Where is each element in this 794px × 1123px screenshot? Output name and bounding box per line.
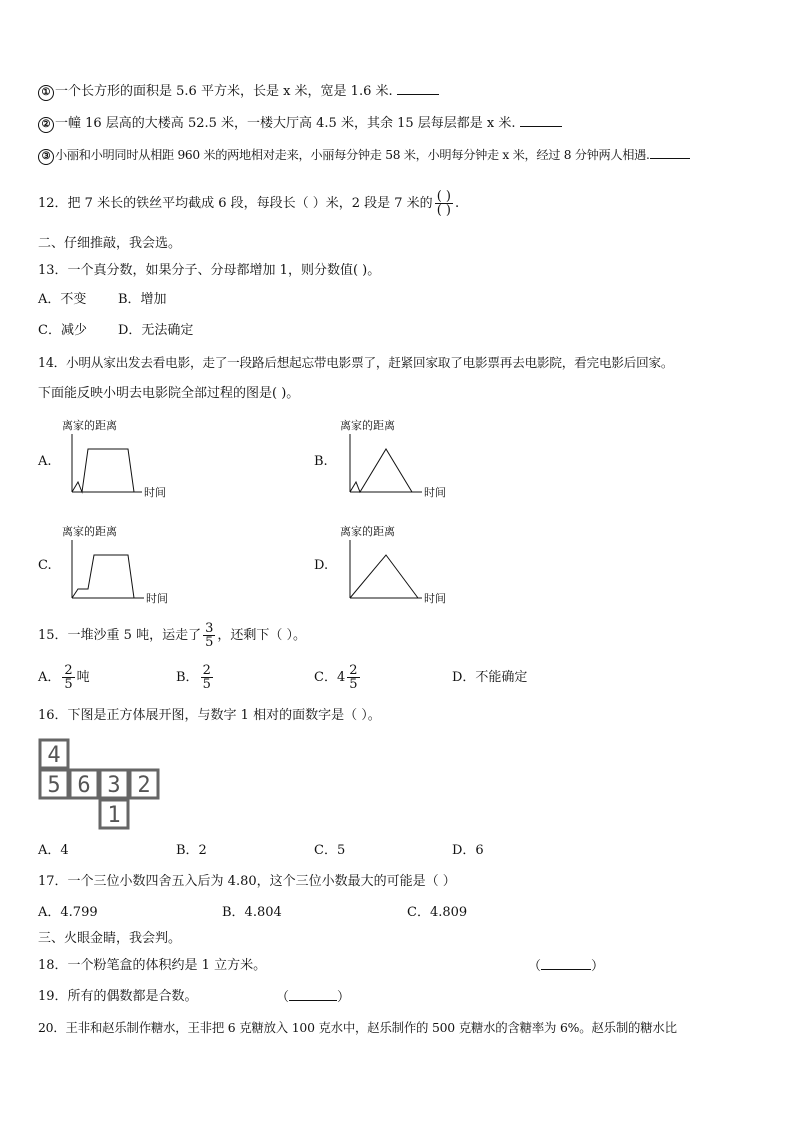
- q15-text-part-1: 15．一堆沙重 5 吨，运走了: [38, 628, 202, 643]
- q13-option-b[interactable]: B．增加: [118, 292, 167, 307]
- q20-text: 20．王非和赵乐制作糖水，王非把 6 克糖放入 100 克水中，赵乐制作的 500 克糖水的含糖率为 6%。赵乐制的糖水比: [38, 1020, 677, 1035]
- fraction-three-fifths: $\frac{3}{5}$: [205, 621, 214, 650]
- q11-item-1: [38, 82, 439, 101]
- graph-d-xlabel: 时间: [424, 592, 446, 605]
- q11-item-1-text: 一个长方形的面积是 5.6 平方米，长是 x 米，宽是 1.6 米.: [55, 84, 393, 99]
- section-3-heading: 三、火眼金睛，我会判。: [38, 931, 182, 946]
- graph-b[interactable]: [338, 416, 458, 500]
- cube-face-3: 3: [107, 773, 121, 798]
- q15-text-part-2: ，还剩下（ ）。: [217, 628, 306, 643]
- q11-item-2-text: 一幢 16 层高的大楼高 52.5 米，一楼大厅高 4.5 米，其余 15 层每层都是 x 米.: [55, 116, 516, 131]
- graph-c[interactable]: [60, 522, 180, 606]
- q19-text: 19．所有的偶数都是合数。: [38, 989, 198, 1004]
- q15-option-d[interactable]: D．不能确定: [452, 670, 528, 685]
- q17-option-b[interactable]: B．4.804: [222, 905, 282, 920]
- item-number: ①: [38, 85, 54, 101]
- answer-blank[interactable]: [397, 82, 439, 95]
- q14-option-d-label[interactable]: D.: [314, 558, 329, 573]
- q14-option-a-label[interactable]: A.: [38, 454, 52, 469]
- q17-option-a[interactable]: A．4.799: [38, 905, 98, 920]
- q17-option-c[interactable]: C．4.809: [407, 905, 468, 920]
- q15-text: [38, 622, 306, 650]
- item-number: ②: [38, 117, 54, 133]
- graph-c-line: [72, 555, 134, 598]
- cube-face-4: 4: [47, 743, 61, 768]
- cube-face-5: 5: [47, 773, 61, 798]
- q18-text: 18．一个粉笔盒的体积约是 1 立方米。: [38, 958, 267, 973]
- q16-text: 16．下图是正方体展开图，与数字 1 相对的面数字是（ ）。: [38, 708, 381, 723]
- graph-d[interactable]: [338, 522, 462, 608]
- graph-c-ylabel: 离家的距离: [62, 525, 117, 538]
- q11-item-2: [38, 114, 562, 133]
- graph-d-ylabel: 离家的距离: [340, 525, 395, 538]
- graph-a-ylabel: 离家的距离: [62, 419, 117, 432]
- graph-c-xlabel: 时间: [146, 592, 168, 605]
- cube-face-6: 6: [77, 773, 91, 798]
- q16-option-b[interactable]: B．2: [176, 843, 207, 858]
- q14-text-line-1: 14．小明从家出发去看电影，走了一段路后想起忘带电影票了，赶紧回家取了电影票再去电影院，看完电影后回家。: [38, 355, 674, 370]
- cube-face-1: 1: [107, 803, 121, 828]
- graph-d-line: [350, 555, 418, 598]
- graph-b-xlabel: 时间: [424, 486, 446, 499]
- fraction-blank[interactable]: $\frac{( )}{( )}$: [436, 189, 451, 218]
- section-2-heading: 二、仔细推敲，我会选。: [38, 236, 182, 251]
- q14-text-line-2: 下面能反映小明去电影院全部过程的图是( )。: [38, 386, 300, 401]
- q13-option-a[interactable]: A．不变: [38, 292, 87, 307]
- q13-option-d[interactable]: D．无法确定: [118, 323, 194, 338]
- q15-option-c[interactable]: C．4 $\frac{2}{5}$: [314, 663, 358, 692]
- graph-a-line: [72, 449, 134, 492]
- q18-answer-box[interactable]: （ ）: [528, 959, 605, 974]
- q15-option-b[interactable]: B． $\frac{2}{5}$: [176, 663, 211, 692]
- q12: [38, 190, 459, 217]
- q16-option-a[interactable]: A．4: [38, 843, 69, 858]
- q14-option-c-label[interactable]: C.: [38, 558, 52, 573]
- q15-option-a[interactable]: A． $\frac{2}{5}$ 吨: [38, 663, 90, 692]
- answer-blank[interactable]: [520, 114, 562, 127]
- q16-option-d[interactable]: D．6: [452, 843, 484, 858]
- q11-item-3-text: 小丽和小明同时从相距 960 米的两地相对走来，小丽每分钟走 58 米，小明每分钟走 x 米，经过 8 分钟两人相遇.: [55, 148, 650, 162]
- q12-text: 12．把 7 米长的铁丝平均截成 6 段，每段长（ ）米，2 段是 7 米的: [38, 196, 433, 211]
- q19-answer-box[interactable]: （ ）: [276, 990, 351, 1005]
- answer-blank[interactable]: [650, 146, 690, 159]
- q13-option-c[interactable]: C．减少: [38, 323, 87, 338]
- q11-item-3: [38, 146, 690, 165]
- q13-text: 13．一个真分数，如果分子、分母都增加 1，则分数值( )。: [38, 263, 381, 278]
- cube-net-figure: [38, 738, 160, 834]
- q12-period: .: [454, 196, 460, 211]
- graph-b-ylabel: 离家的距离: [340, 419, 395, 432]
- graph-a-xlabel: 时间: [144, 486, 166, 499]
- q16-option-c[interactable]: C．5: [314, 843, 346, 858]
- cube-face-2: 2: [137, 773, 151, 798]
- graph-a[interactable]: [60, 416, 180, 500]
- graph-b-line: [350, 449, 412, 492]
- item-number: ③: [38, 149, 54, 165]
- q17-text: 17．一个三位小数四舍五入后为 4.80，这个三位小数最大的可能是（ ）: [38, 874, 456, 889]
- q14-option-b-label[interactable]: B.: [314, 454, 328, 469]
